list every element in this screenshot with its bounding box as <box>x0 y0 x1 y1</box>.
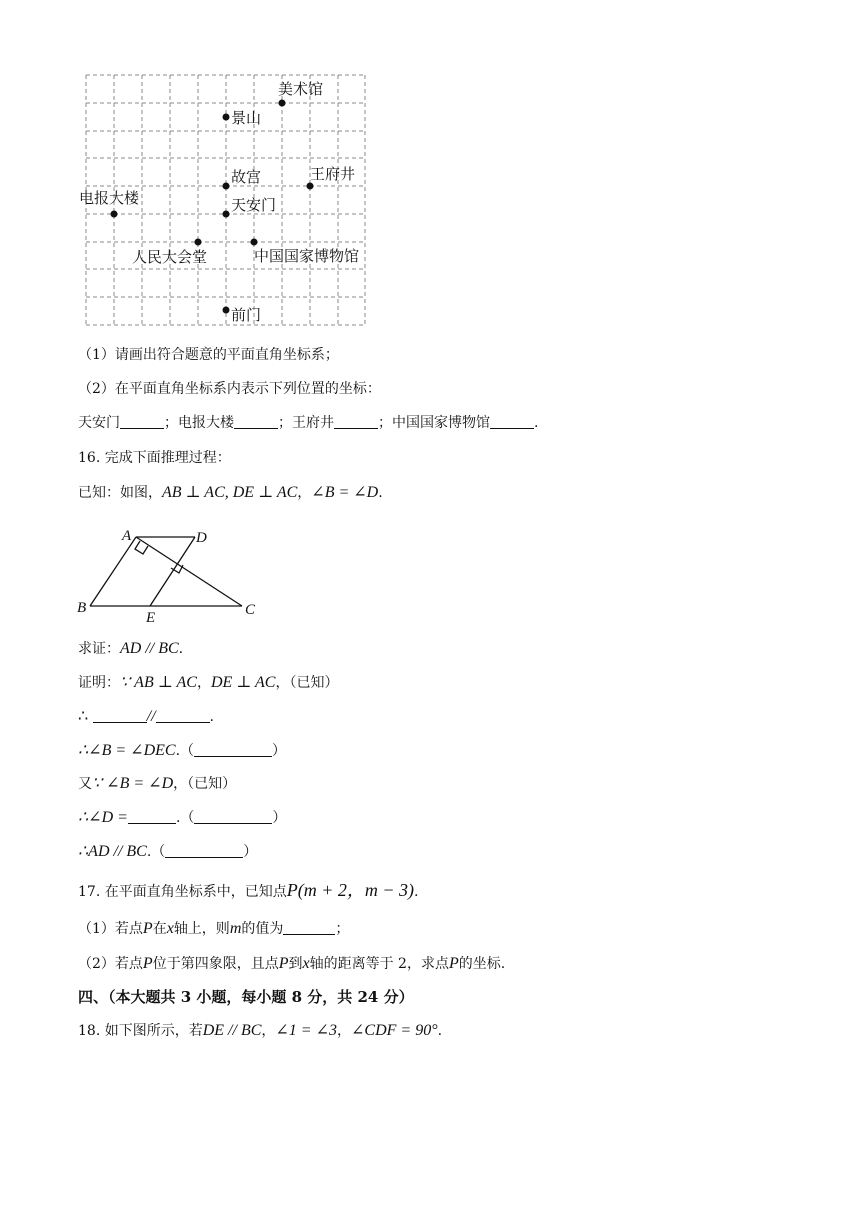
q18-math2: ∠1 = ∠3 <box>275 1022 337 1039</box>
q17-part2-b: 位于第四象限，且点 <box>152 956 279 972</box>
q16-step5-close: ） <box>272 810 287 826</box>
blank-wangfujing[interactable] <box>334 414 378 429</box>
q16-proof-math2: DE ⊥ AC <box>210 674 276 691</box>
triangle-figure <box>70 522 270 627</box>
q17-part1-prefix: （1）若点 <box>78 921 143 937</box>
section-four-heading: 四、（本大题共 3 小题，每小题 8 分，共 24 分） <box>78 988 414 1006</box>
label-b: B <box>77 600 87 616</box>
q15-end: . <box>534 415 539 431</box>
q16-proof-reason1: ，（已知） <box>275 675 339 691</box>
q16-given-end: . <box>378 485 383 501</box>
label-meishuguan: 美术馆 <box>278 80 324 98</box>
point-jingshan <box>223 114 230 121</box>
blank-q17-m[interactable] <box>283 920 335 935</box>
q16-proof-math1: ∵ AB ⊥ AC <box>120 674 197 691</box>
q17-part1-mid: 在 <box>152 921 167 937</box>
q16-step3-end: .（ <box>175 743 195 759</box>
blank-tiananmen[interactable] <box>120 414 164 429</box>
label-c: C <box>245 602 256 618</box>
q17-title-math: P(m + 2，m − 3) <box>286 880 414 900</box>
q16-title: 16. 完成下面推理过程： <box>78 450 231 466</box>
q16-proof-step3 <box>78 740 286 760</box>
q16-proof-step2 <box>78 706 214 726</box>
q15-bowuguan-label: ；中国国家博物馆 <box>378 415 490 431</box>
q16-step4-math: ∵ ∠B = ∠D <box>92 775 174 792</box>
q16-prove-math: AD // BC <box>120 640 179 657</box>
q16-given-math1: AB ⊥ AC, DE ⊥ AC <box>162 484 298 501</box>
label-e: E <box>146 610 156 626</box>
q18-title <box>78 1020 442 1040</box>
label-a: A <box>122 528 132 544</box>
point-dianbao <box>111 211 118 218</box>
q17-part2-p2: P <box>278 955 289 972</box>
q15-dianbao-label: ；电报大楼 <box>164 415 234 431</box>
q16-prove-prefix: 求证： <box>78 641 120 657</box>
q18-math3: ∠CDF = 90° <box>351 1022 438 1039</box>
q16-step6-close: ） <box>243 844 258 860</box>
q17-part2-p3: P <box>448 955 459 972</box>
q17-part2-c: 到 <box>288 956 303 972</box>
q16-proof-step1 <box>78 672 338 692</box>
q18-end: . <box>437 1023 443 1039</box>
blank-step6-reason[interactable] <box>165 843 243 858</box>
q17-part2 <box>78 953 505 973</box>
blank-step3-reason[interactable] <box>194 742 272 757</box>
label-dianbao: 电报大楼 <box>79 189 140 207</box>
blank-bowuguan[interactable] <box>490 414 534 429</box>
point-bowuguan <box>251 239 258 246</box>
map-grid-figure <box>0 0 860 340</box>
q16-proof-step4 <box>78 773 236 793</box>
q16-step2-therefore: ∴ <box>78 708 89 725</box>
label-d: D <box>196 530 207 546</box>
q17-title-end: . <box>414 884 419 900</box>
point-qianmen <box>223 307 230 314</box>
q18-math1: DE // BC <box>202 1022 262 1039</box>
q17-part1-semi: ； <box>335 921 350 937</box>
q17-part1-end: 的值为 <box>241 921 284 937</box>
q15-fill-line <box>78 412 538 432</box>
label-gugong: 故宫 <box>231 168 262 186</box>
q15-tiananmen-label: 天安门 <box>78 415 120 431</box>
label-bowuguan: 中国国家博物馆 <box>254 247 360 265</box>
q17-part2-x: x <box>302 955 310 972</box>
q16-step6-end: .（ <box>146 844 166 860</box>
label-wangfujing: 王府井 <box>310 165 356 183</box>
q16-given-sep: ， <box>297 485 312 501</box>
q16-step5-end: .（ <box>175 810 195 826</box>
q16-step4-reason: ，（已知） <box>173 776 237 792</box>
point-tiananmen <box>223 211 230 218</box>
q16-proof-prefix: 证明： <box>78 675 120 691</box>
q17-part1-x: x <box>166 920 174 937</box>
label-tiananmen: 天安门 <box>231 196 277 214</box>
q16-proof-step6 <box>78 841 257 861</box>
q16-given <box>78 482 383 502</box>
q16-prove <box>78 638 183 658</box>
blank-step5-reason[interactable] <box>194 809 272 824</box>
q15-part2: （2）在平面直角坐标系内表示下列位置的坐标： <box>78 381 381 397</box>
q17-part1-m: m <box>229 920 242 937</box>
q16-given-math2: ∠B = ∠D <box>311 484 379 501</box>
blank-step2-right[interactable] <box>156 708 210 723</box>
label-jingshan: 景山 <box>231 109 262 127</box>
blank-step5-angle[interactable] <box>128 809 176 824</box>
q16-step2-end: . <box>209 709 214 725</box>
label-qianmen: 前门 <box>231 306 262 324</box>
q17-part1 <box>78 918 349 938</box>
q17-title-prefix: 17. 在平面直角坐标系中，已知点 <box>78 884 287 900</box>
point-renmin <box>195 239 202 246</box>
q16-step4-prefix: 又 <box>78 776 92 792</box>
q17-part1-p: P <box>142 920 153 937</box>
q17-part2-e: 的坐标. <box>458 956 506 972</box>
point-meishuguan <box>279 100 286 107</box>
q16-prove-end: . <box>178 641 184 657</box>
q17-part2-a: （2）若点 <box>78 956 143 972</box>
q16-proof-step5 <box>78 807 286 827</box>
q16-step3-math: ∴∠B = ∠DEC <box>78 742 176 759</box>
q16-step6-math: ∴AD // BC <box>78 843 147 860</box>
q18-sep2: ， <box>337 1023 351 1039</box>
q15-part1: （1）请画出符合题意的平面直角坐标系； <box>78 347 339 363</box>
q17-part2-p: P <box>142 955 153 972</box>
q16-step5-math: ∴∠D = <box>78 809 128 826</box>
q16-proof-sep: ， <box>196 675 211 691</box>
q17-title <box>78 876 418 902</box>
segment-ab <box>90 537 136 606</box>
point-gugong <box>223 183 230 190</box>
q18-sep1: ， <box>261 1023 276 1039</box>
point-wangfujing <box>307 183 314 190</box>
q18-prefix: 18. 如下图所示，若 <box>78 1023 203 1039</box>
q15-wangfujing-label: ；王府井 <box>278 415 334 431</box>
label-renmin: 人民大会堂 <box>132 248 208 266</box>
blank-dianbao[interactable] <box>234 414 278 429</box>
q16-given-prefix: 已知：如图， <box>78 485 162 501</box>
q17-part1-mid2: 轴上，则 <box>173 921 230 937</box>
blank-step2-left[interactable] <box>93 708 147 723</box>
q16-step2-parallel: // <box>146 708 156 725</box>
q17-part2-d: 轴的距离等于 2，求点 <box>309 956 449 972</box>
q16-step3-close: ） <box>272 743 287 759</box>
